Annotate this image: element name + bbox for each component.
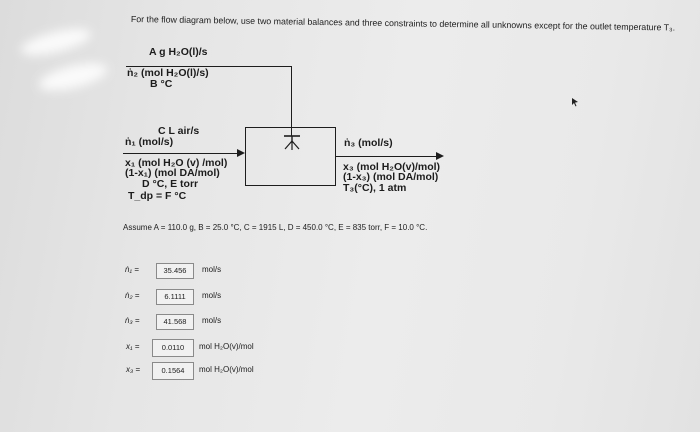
air-molar-flow: ṅ₁ (mol/s) xyxy=(125,136,174,148)
outlet-arrow xyxy=(436,152,444,160)
answer-field[interactable]: 0.1564 xyxy=(152,362,194,380)
outlet-molar-flow: ṅ₃ (mol/s) xyxy=(344,137,393,149)
result-unit: mol H₂O(v)/mol xyxy=(199,365,254,374)
air-dew-point: T_dp = F °C xyxy=(128,190,187,202)
water-temperature: B °C xyxy=(150,78,173,90)
result-label: x₁ = xyxy=(126,342,140,351)
result-unit: mol/s xyxy=(202,265,222,274)
outlet-conditions: T₃(°C), 1 atm xyxy=(343,182,407,194)
air-volume-flow: C L air/s xyxy=(158,125,200,137)
answer-field[interactable]: 0.0110 xyxy=(152,339,194,357)
result-unit: mol/s xyxy=(202,291,222,300)
problem-statement: For the flow diagram below, use two material balances and three constraints to determine all unknowns except for the outlet temperature T₃. xyxy=(130,14,676,33)
outlet-water-fraction: x₃ (mol H₂O(v)/mol) xyxy=(343,161,441,173)
result-label: x₃ = xyxy=(126,365,141,374)
air-dry-fraction: (1-x₁) (mol DA/mol) xyxy=(125,167,220,179)
water-mass-flow: A g H₂O(l)/s xyxy=(149,46,208,58)
result-label: ṅ₃ = xyxy=(125,316,140,325)
result-unit: mol/s xyxy=(202,316,222,325)
outlet-line xyxy=(335,156,437,157)
answer-field[interactable]: 35.456 xyxy=(156,263,194,279)
result-label: ṅ₁ = xyxy=(125,265,139,274)
air-inlet-line xyxy=(123,153,238,154)
result-label: ṅ₂ = xyxy=(125,291,140,300)
screen-glare-bottom xyxy=(36,58,109,96)
air-water-fraction: x₁ (mol H₂O (v) /mol) xyxy=(125,157,228,169)
water-molar-flow: ṅ₂ (mol H₂O(l)/s) xyxy=(127,67,209,79)
spray-nozzle-icon xyxy=(280,132,304,154)
answer-field[interactable]: 6.1111 xyxy=(156,289,194,305)
air-inlet-arrow xyxy=(237,149,245,157)
mouse-cursor-icon xyxy=(571,97,579,107)
air-conditions: D °C, E torr xyxy=(142,178,199,190)
answer-field[interactable]: 41.568 xyxy=(156,314,194,330)
screen-glare-top xyxy=(19,24,94,61)
result-unit: mol H₂O(v)/mol xyxy=(199,342,254,351)
outlet-dry-fraction: (1-x₃) (mol DA/mol) xyxy=(343,171,439,183)
assumptions-text: Assume A = 110.0 g, B = 25.0 °C, C = 1915 L, D = 450.0 °C, E = 835 torr, F = 10.0 °C. xyxy=(123,223,428,232)
water-down-line xyxy=(291,66,292,136)
water-inlet-line xyxy=(126,66,292,67)
